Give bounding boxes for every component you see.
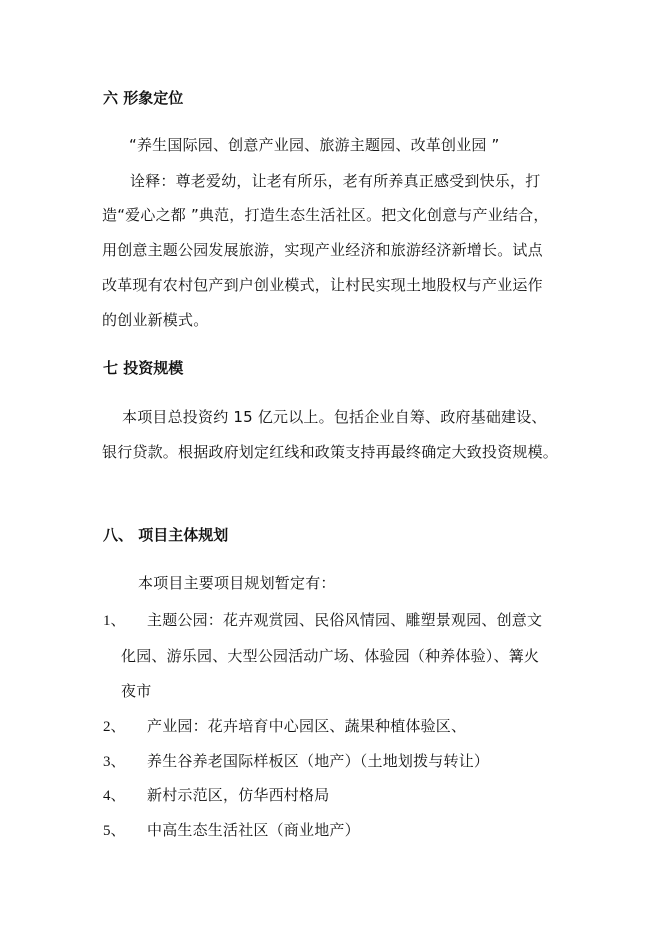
list-item-text: 主题公园：花卉观赏园、民俗风情园、雕塑景观园、创意文 [147, 611, 543, 629]
section-6-heading: 六 形象定位 [103, 89, 184, 107]
section-7-heading: 七 投资规模 [103, 359, 184, 377]
list-item-number: 2、 [103, 719, 126, 735]
section-8-heading: 八、 项目主体规划 [103, 526, 229, 544]
list-item-text: 化园、游乐园、大型公园活动广场、体验园（种养体验）、篝火 [121, 647, 540, 665]
list-item-number: 4、 [103, 788, 126, 804]
list-item-text: 夜市 [121, 682, 152, 700]
section-8-intro: 本项目主要项目规划暂定有： [138, 574, 336, 592]
list-item-text: 产业园：花卉培育中心园区、蔬果种植体验区、 [147, 717, 467, 735]
list-item-number: 5、 [103, 823, 126, 839]
list-item-number: 1、 [103, 613, 126, 629]
section-7-paragraph-line: 本项目总投资约 15 亿元以上。包括企业自筹、政府基础建设、 [122, 408, 547, 426]
list-item-text: 养生谷养老国际样板区（地产）（土地划拨与转让） [147, 752, 490, 770]
section-7-paragraph-line: 银行贷款。根据政府划定红线和政策支持再最终确定大致投资规模。 [102, 443, 559, 461]
list-item-text: 新村示范区，仿华西村格局 [147, 786, 330, 804]
section-6-paragraph-line: 用创意主题公园发展旅游，实现产业经济和旅游经济新增长。试点 [102, 241, 543, 259]
section-6-slogan: “养生国际园、创意产业园、旅游主题园、改革创业园 ” [129, 136, 500, 154]
list-item-text: 中高生态生活社区（商业地产） [147, 821, 360, 839]
list-item-number: 3、 [103, 754, 126, 770]
section-6-paragraph-line: 造“爱心之都 ”典范，打造生态生活社区。把文化创意与产业结合， [102, 206, 549, 224]
section-6-paragraph-line: 诠释：尊老爱幼，让老有所乐，老有所养真正感受到快乐，打 [130, 172, 541, 190]
section-6-paragraph-line: 的创业新模式。 [102, 311, 209, 329]
section-6-paragraph-line: 改革现有农村包产到户创业模式，让村民实现土地股权与产业运作 [102, 276, 543, 294]
